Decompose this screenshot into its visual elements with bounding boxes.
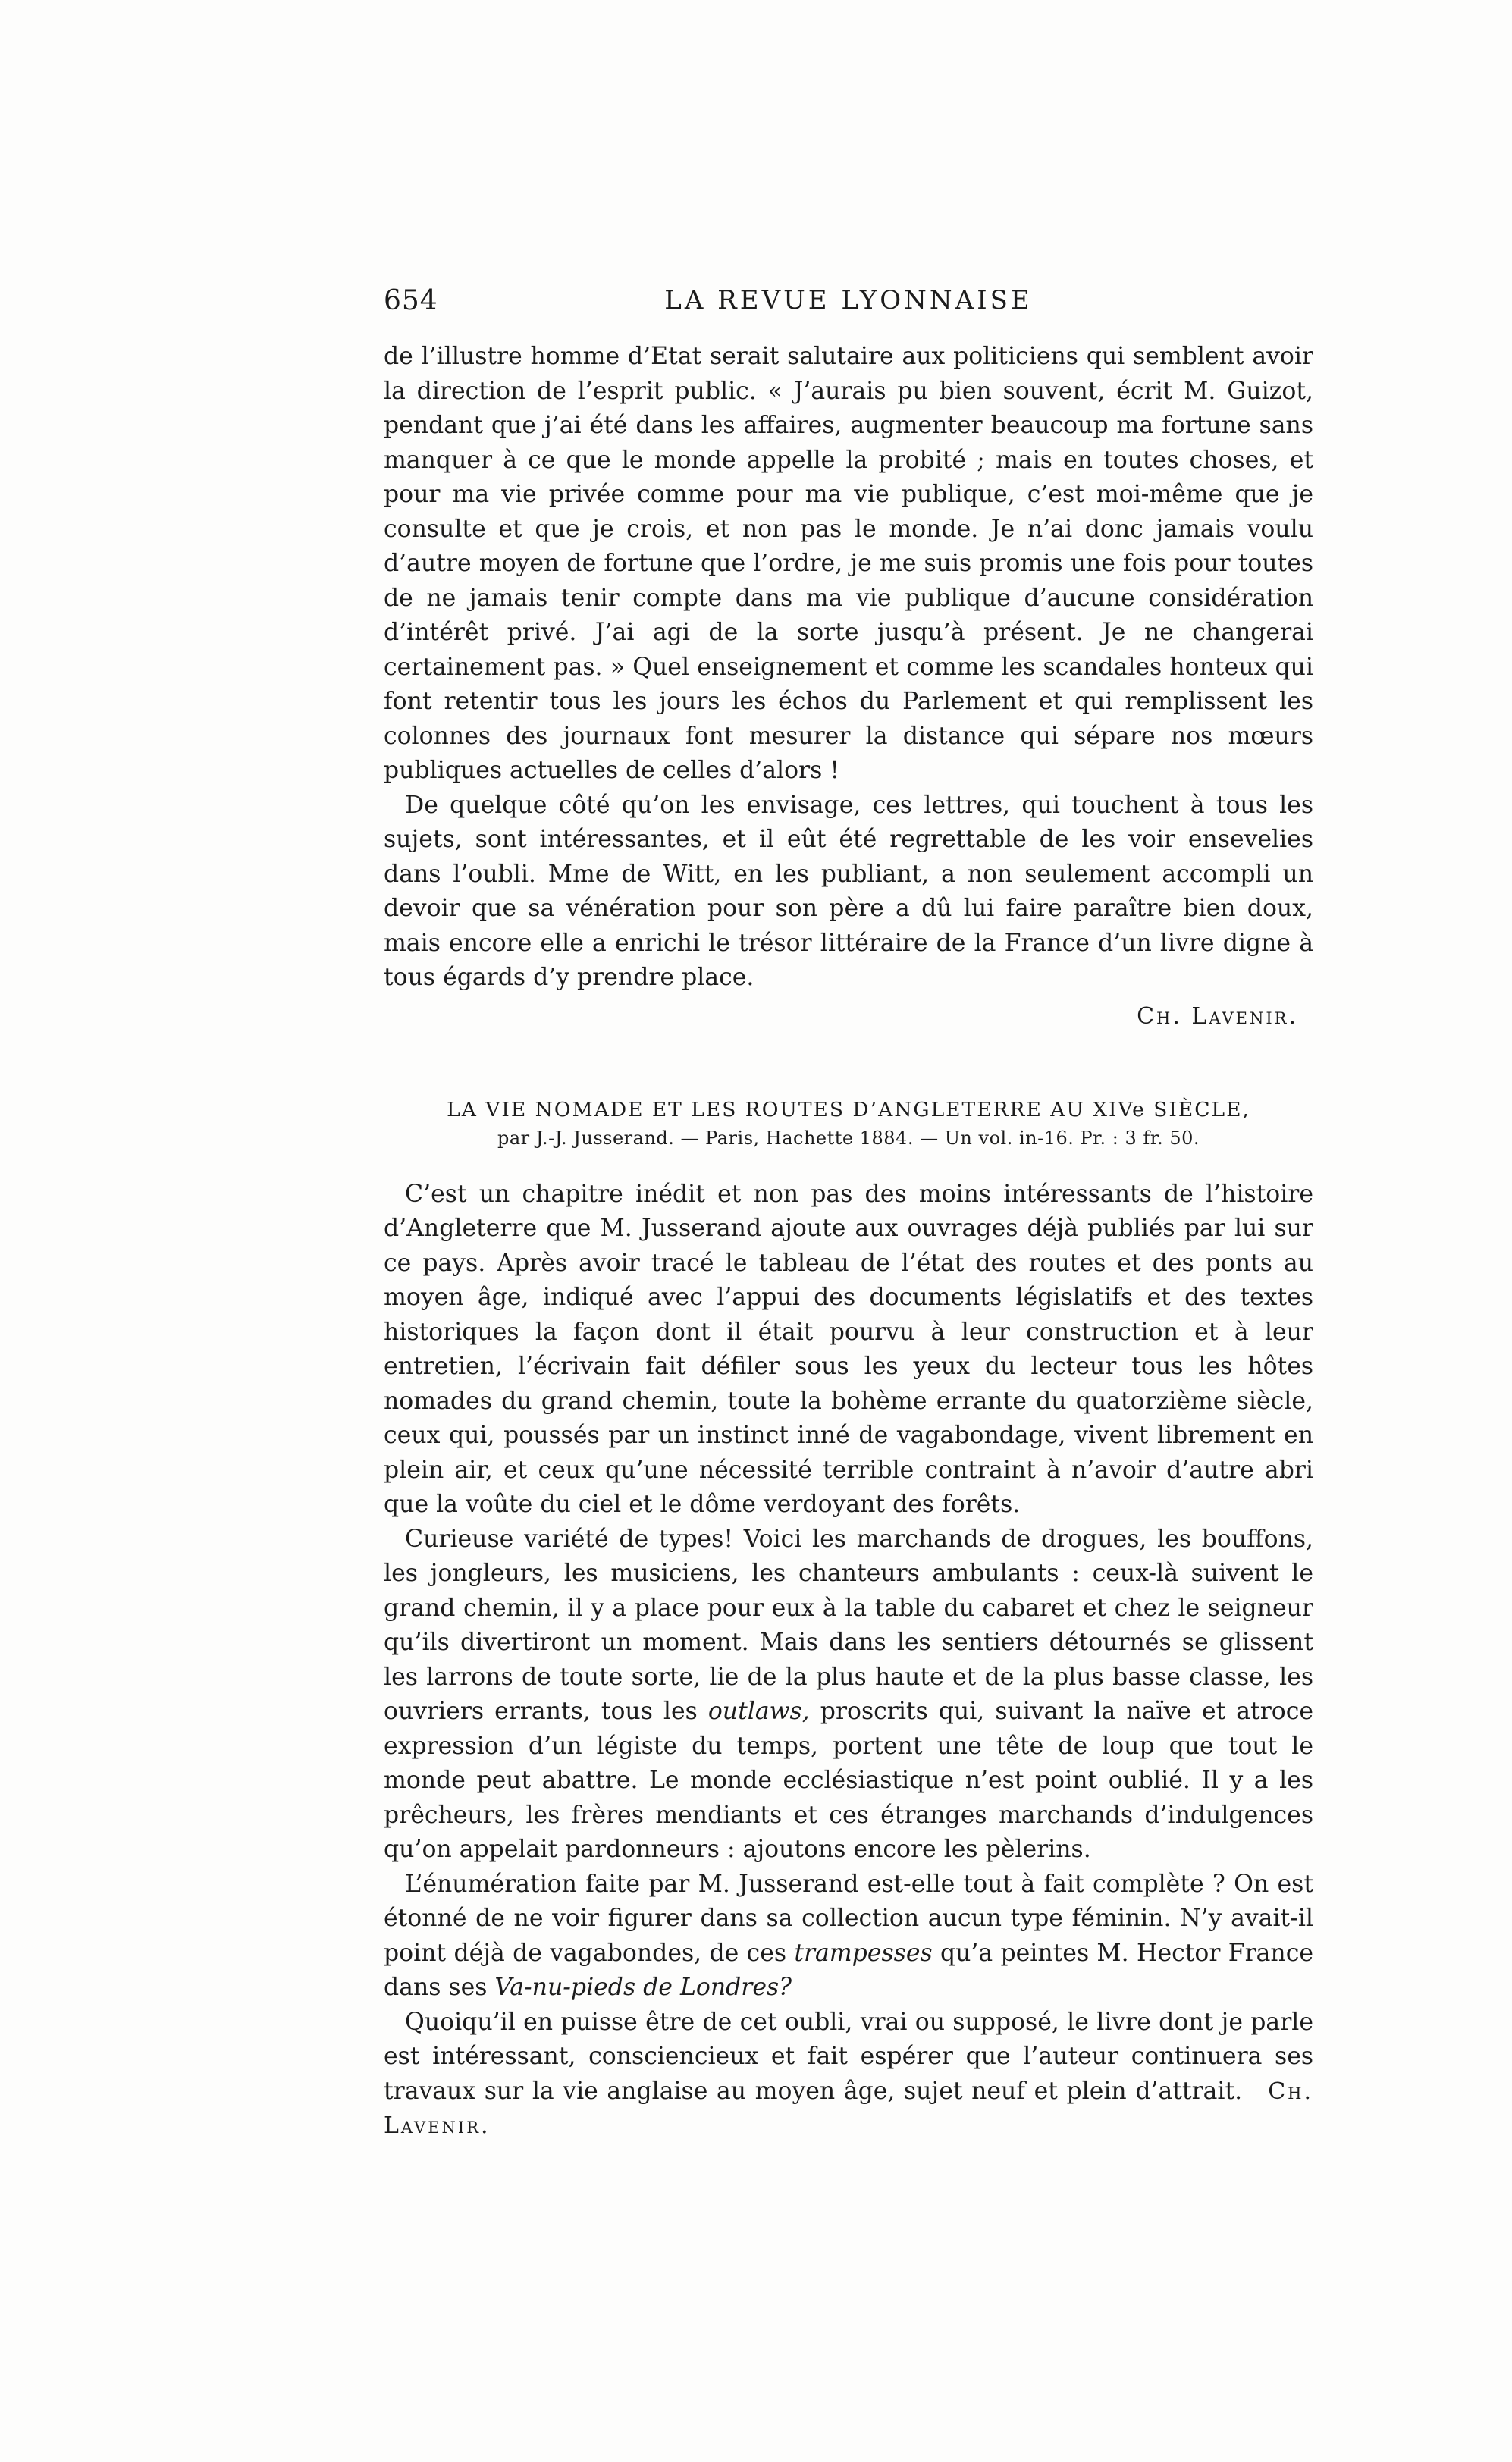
review-paragraph <box>384 1868 1313 2006</box>
review-italic-text: trampesses <box>794 1939 933 1967</box>
review-title: LA VIE NOMADE ET LES ROUTES D’ANGLETERRE AU XIVe SIÈCLE, <box>447 1097 1250 1121</box>
review-body <box>384 1178 1313 2144</box>
review-paragraph <box>384 2006 1313 2144</box>
review-signature: Ch. Lavenir. <box>384 2078 1313 2139</box>
review-text: Quoiqu’il en puisse être de cet oubli, vrai ou supposé, le livre dont je parle est intéressant, consciencieux et fait espérer que l’auteur continuera ses travaux sur la vie anglaise au moyen âge, sujet neuf et plein d’attrait. <box>384 2008 1313 2105</box>
review-italic-text: Va-nu-pieds de Londres? <box>494 1974 792 2001</box>
review-heading <box>384 1096 1313 1152</box>
review-paragraph <box>384 1523 1313 1868</box>
review-text: qu’a peintes M. Hector France dans ses <box>384 1939 1313 2001</box>
review-paragraph: C’est un chapitre inédit et non pas des moins intéressants de l’histoire d’Angleterre que M. Jusserand ajoute aux ouvrages déjà publiés par lui sur ce pays. Après avoir tracé le tableau de l’état des routes et des ponts au moyen âge, indiqué avec l’appui des documents législatifs et des textes historiques la façon dont il était pourvu à leur construction et à leur entretien, l’écrivain fait défiler sous les yeux du lecteur tous les hôtes nomades du grand chemin, toute la bohème errante du quatorzième siècle, ceux qui, poussés par un instinct inné de vagabondage, vivent librement en plein air, et ceux qu’une nécessité terrible contraint à n’avoir d’autre abri que la voûte du ciel et le dôme verdoyant des forêts. <box>384 1180 1313 1518</box>
review-italic-text: outlaws, <box>707 1698 810 1725</box>
review-text: Curieuse variété de types! Voici les marchands de drogues, les bouffons, les jongleurs, les musiciens, les chanteurs ambulants : ceux-là suivent le grand chemin, il y a place pour eux à la table du cabaret et chez le seigneur qu’ils divertiront un moment. Mais dans les sentiers détournés se glissent les larrons de toute sorte, lie de la plus haute et de la plus basse classe, les ouvriers errants, tous les <box>384 1525 1313 1725</box>
article-paragraph: De quelque côté qu’on les envisage, ces lettres, qui touchent à tous les sujets, sont intéressantes, et il eût été regrettable de les voir ensevelies dans l’oubli. Mme de Witt, en les publiant, a non seulement accompli un devoir que sa vénération pour son père a dû lui faire paraître bien doux, mais encore elle a enrichi le trésor littéraire de la France d’un livre digne à tous égards d’y prendre place. <box>384 791 1313 991</box>
article-paragraph: de l’illustre homme d’Etat serait salutaire aux politiciens qui semblent avoir la direction de l’esprit public. « J’aurais pu bien souvent, écrit M. Guizot, pendant que j’ai été dans les affaires, augmenter beaucoup ma fortune sans manquer à ce que le monde appelle la probité ; mais en toutes choses, et pour ma vie privée comme pour ma vie publique, c’est moi-même que je consulte et que je crois, et non pas le monde. Je n’ai donc jamais voulu d’autre moyen de fortune que l’ordre, je me suis promis une fois pour toutes de ne jamais tenir compte dans ma vie publique d’aucune considération d’intérêt privé. J’ai agi de la sorte jusqu’à présent. Je ne changerai certainement pas. » Quel enseignement et comme les scandales honteux qui font retentir tous les jours les échos du Parlement et qui remplissent les colonnes des journaux font mesurer la distance qui sépare nos mœurs publiques actuelles de celles d’alors ! <box>384 343 1313 784</box>
page-number: 654 <box>384 285 438 316</box>
review-bibliography: par J.-J. Jusserand. — Paris, Hachette 1884. — Un vol. in-16. Pr. : 3 fr. 50. <box>497 1127 1200 1149</box>
running-title: LA REVUE LYONNAISE <box>664 285 1033 315</box>
review-text: proscrits qui, suivant la naïve et atroce expression d’un légiste du temps, portent une tête de loup que tout le monde peut abattre. Le monde ecclésiastique n’est point oublié. Il y a les prêcheurs, les frères mendiants et ces étranges marchands d’indulgences qu’on appelait pardonneurs : ajoutons encore les pèlerins. <box>384 1698 1314 1863</box>
text-column <box>384 340 1313 2144</box>
page-header <box>384 285 1313 331</box>
review-text: L’énumération faite par M. Jusserand est-elle tout à fait complète ? On est étonné de ne voir figurer dans sa collection aucun type féminin. N’y avait-il point déjà de vagabondes, de ces <box>384 1870 1313 1967</box>
article-signature: Ch. Lavenir. <box>1137 1002 1298 1030</box>
